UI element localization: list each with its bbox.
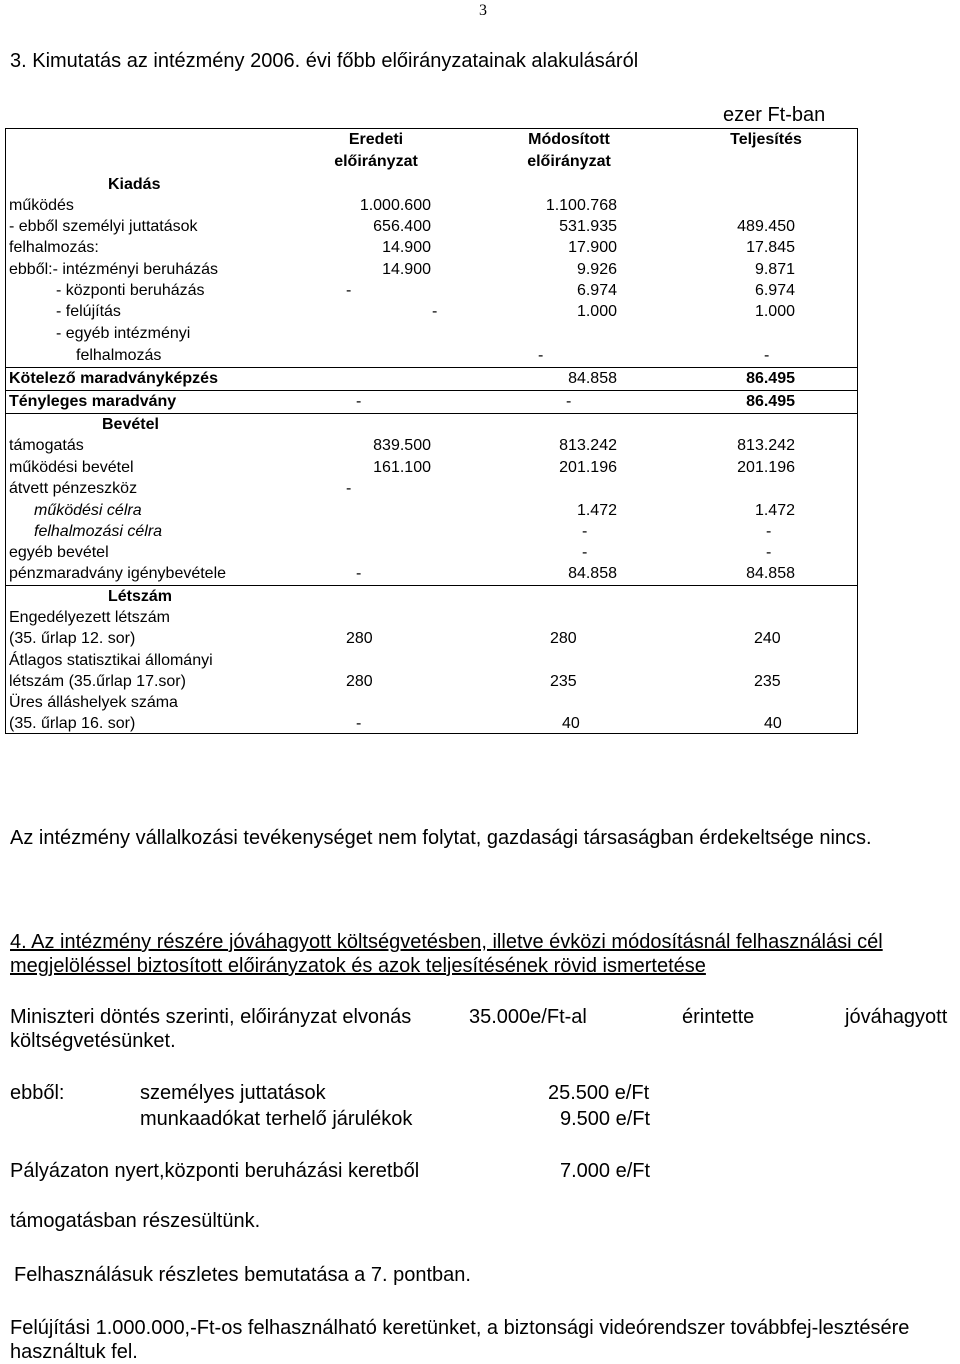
- cell-teljesites: 240: [754, 630, 781, 647]
- cell-modositott: 1.000: [576, 303, 617, 320]
- miniszteri-text: Miniszteri döntés szerinti, előirányzat elvonás: [10, 1006, 412, 1028]
- cell-modositott: 17.900: [568, 239, 617, 256]
- cell-teljesites: 489.450: [737, 218, 795, 235]
- cell-modositott: -: [566, 393, 572, 410]
- miniszteri-line-2: költségvetésünket.: [10, 1030, 176, 1052]
- cell-modositott: 40: [562, 715, 580, 732]
- cell-eredeti: 839.500: [373, 437, 431, 454]
- ebbol-item-name: személyes juttatások: [140, 1082, 326, 1104]
- row-label: - központi beruházás: [56, 282, 205, 299]
- cell-eredeti: 14.900: [382, 239, 431, 256]
- row-label: egyéb bevétel: [9, 544, 109, 561]
- row-label: felhalmozás:: [9, 239, 99, 256]
- cell-eredeti: -: [356, 565, 362, 582]
- cell-modositott: 531.935: [559, 218, 617, 235]
- section-bevetel: Bevétel: [102, 416, 159, 433]
- cell-teljesites: 6.974: [754, 282, 795, 299]
- cell-eredeti: 14.900: [382, 261, 431, 278]
- row-label: működés: [9, 197, 74, 214]
- felujitasi-text: Felújítási 1.000.000,-Ft-os felhasználható keretünket, a biztonsági videórendszer továbbfej-lesztésére használtuk fel.: [10, 1317, 910, 1363]
- section-letszam: Létszám: [108, 588, 173, 605]
- unit-label: ezer Ft-ban: [723, 104, 826, 126]
- section-3-title: 3. Kimutatás az intézmény 2006. évi főbb előirányzatainak alakulásáról: [10, 50, 639, 72]
- cell-modositott: 84.858: [568, 370, 617, 387]
- miniszteri-text-3: jóváhagyott: [845, 1006, 948, 1028]
- palyazat-amount: 7.000 e/Ft: [560, 1160, 651, 1182]
- cell-modositott: 235: [550, 673, 577, 690]
- row-label: felhalmozási célra: [34, 523, 163, 540]
- cell-modositott: -: [538, 347, 544, 364]
- cell-teljesites: 1.472: [754, 502, 795, 519]
- cell-teljesites: 813.242: [737, 437, 795, 454]
- cell-modositott: 201.196: [559, 459, 617, 476]
- cell-teljesites: -: [764, 347, 770, 364]
- cell-modositott: -: [582, 523, 588, 540]
- miniszteri-amount: 35.000e/Ft-al: [469, 1006, 587, 1028]
- row-label: Üres álláshelyek száma: [9, 694, 178, 711]
- cell-modositott: 1.472: [576, 502, 617, 519]
- cell-eredeti: 1.000.600: [359, 197, 431, 214]
- section-kiadas: Kiadás: [108, 176, 161, 193]
- row-label: - felújítás: [56, 303, 121, 320]
- cell-teljesites: 1.000: [754, 303, 795, 320]
- cell-teljesites: -: [766, 523, 772, 540]
- row-label: (35. űrlap 16. sor): [9, 715, 136, 732]
- cell-teljesites: 17.845: [746, 239, 795, 256]
- cell-teljesites: 9.871: [754, 261, 795, 278]
- cell-eredeti: -: [432, 303, 438, 320]
- cell-teljesites: -: [766, 544, 772, 561]
- row-label: létszám (35.űrlap 17.sor): [9, 673, 186, 690]
- paragraph-vallalkozas: Az intézmény vállalkozási tevékenységet nem folytat, gazdasági társaságban érdekeltsége nincs.: [10, 827, 872, 849]
- row-label: (35. űrlap 12. sor): [9, 630, 136, 647]
- col-header-teljesites: Teljesítés: [730, 131, 802, 148]
- row-label: pénzmaradvány igénybevétele: [9, 565, 227, 582]
- tamogatasban-text: támogatásban részesültünk.: [10, 1210, 261, 1232]
- cell-modositott: 280: [550, 630, 577, 647]
- cell-eredeti: -: [346, 480, 352, 497]
- row-label: működési célra: [34, 502, 142, 519]
- cell-eredeti: -: [346, 282, 352, 299]
- cell-modositott: 1.100.768: [545, 197, 617, 214]
- cell-teljesites: 235: [754, 673, 781, 690]
- cell-modositott: 813.242: [559, 437, 617, 454]
- row-label: - egyéb intézményi: [56, 325, 191, 342]
- row-label: Engedélyezett létszám: [9, 609, 170, 626]
- cell-teljesites: 86.495: [746, 370, 795, 387]
- row-label: Átlagos statisztikai állományi: [9, 652, 213, 669]
- cell-modositott: -: [582, 544, 588, 561]
- row-label: működési bevétel: [9, 459, 134, 476]
- col-header-eredeti: Eredeti előirányzat: [334, 131, 418, 170]
- cell-modositott: 84.858: [568, 565, 617, 582]
- ebbol-item-amount: 9.500 e/Ft: [560, 1108, 651, 1130]
- page-number: 3: [479, 2, 487, 19]
- ebbol-item-name: munkaadókat terhelő járulékok: [140, 1108, 413, 1130]
- miniszteri-text-2: érintette: [682, 1006, 755, 1028]
- cell-eredeti: -: [356, 715, 362, 732]
- cell-eredeti: 280: [346, 630, 373, 647]
- row-label: Kötelező maradványképzés: [9, 370, 218, 387]
- cell-eredeti: 161.100: [373, 459, 431, 476]
- budget-table: [5, 128, 858, 734]
- row-label: átvett pénzeszköz: [9, 480, 138, 497]
- row-label: ebből:- intézményi beruházás: [9, 261, 219, 278]
- cell-eredeti: 280: [346, 673, 373, 690]
- section-4-title: 4. Az intézmény részére jóváhagyott költségvetésben, illetve évközi módosításnál felhasználási cél megjelöléssel biztosított előirányzatok és azok teljesítésének rövid ismertetése: [10, 931, 883, 977]
- palyazat-text: Pályázaton nyert,központi beruházási keretből: [10, 1160, 420, 1182]
- row-label: Tényleges maradvány: [9, 393, 177, 410]
- ebbol-label: ebből:: [10, 1082, 65, 1104]
- cell-teljesites: 201.196: [737, 459, 795, 476]
- cell-eredeti: 656.400: [373, 218, 431, 235]
- felhasznalasuk-text: Felhasználásuk részletes bemutatása a 7. pontban.: [14, 1264, 471, 1286]
- cell-teljesites: 86.495: [746, 393, 795, 410]
- row-label: - ebből személyi juttatások: [9, 218, 198, 235]
- cell-modositott: 9.926: [576, 261, 617, 278]
- row-label: támogatás: [9, 437, 84, 454]
- col-header-modositott: Módosított előirányzat: [527, 131, 611, 170]
- cell-teljesites: 84.858: [746, 565, 795, 582]
- row-label: felhalmozás: [76, 347, 162, 364]
- ebbol-item-amount: 25.500 e/Ft: [548, 1082, 650, 1104]
- cell-eredeti: -: [356, 393, 362, 410]
- cell-teljesites: 40: [764, 715, 782, 732]
- cell-modositott: 6.974: [576, 282, 617, 299]
